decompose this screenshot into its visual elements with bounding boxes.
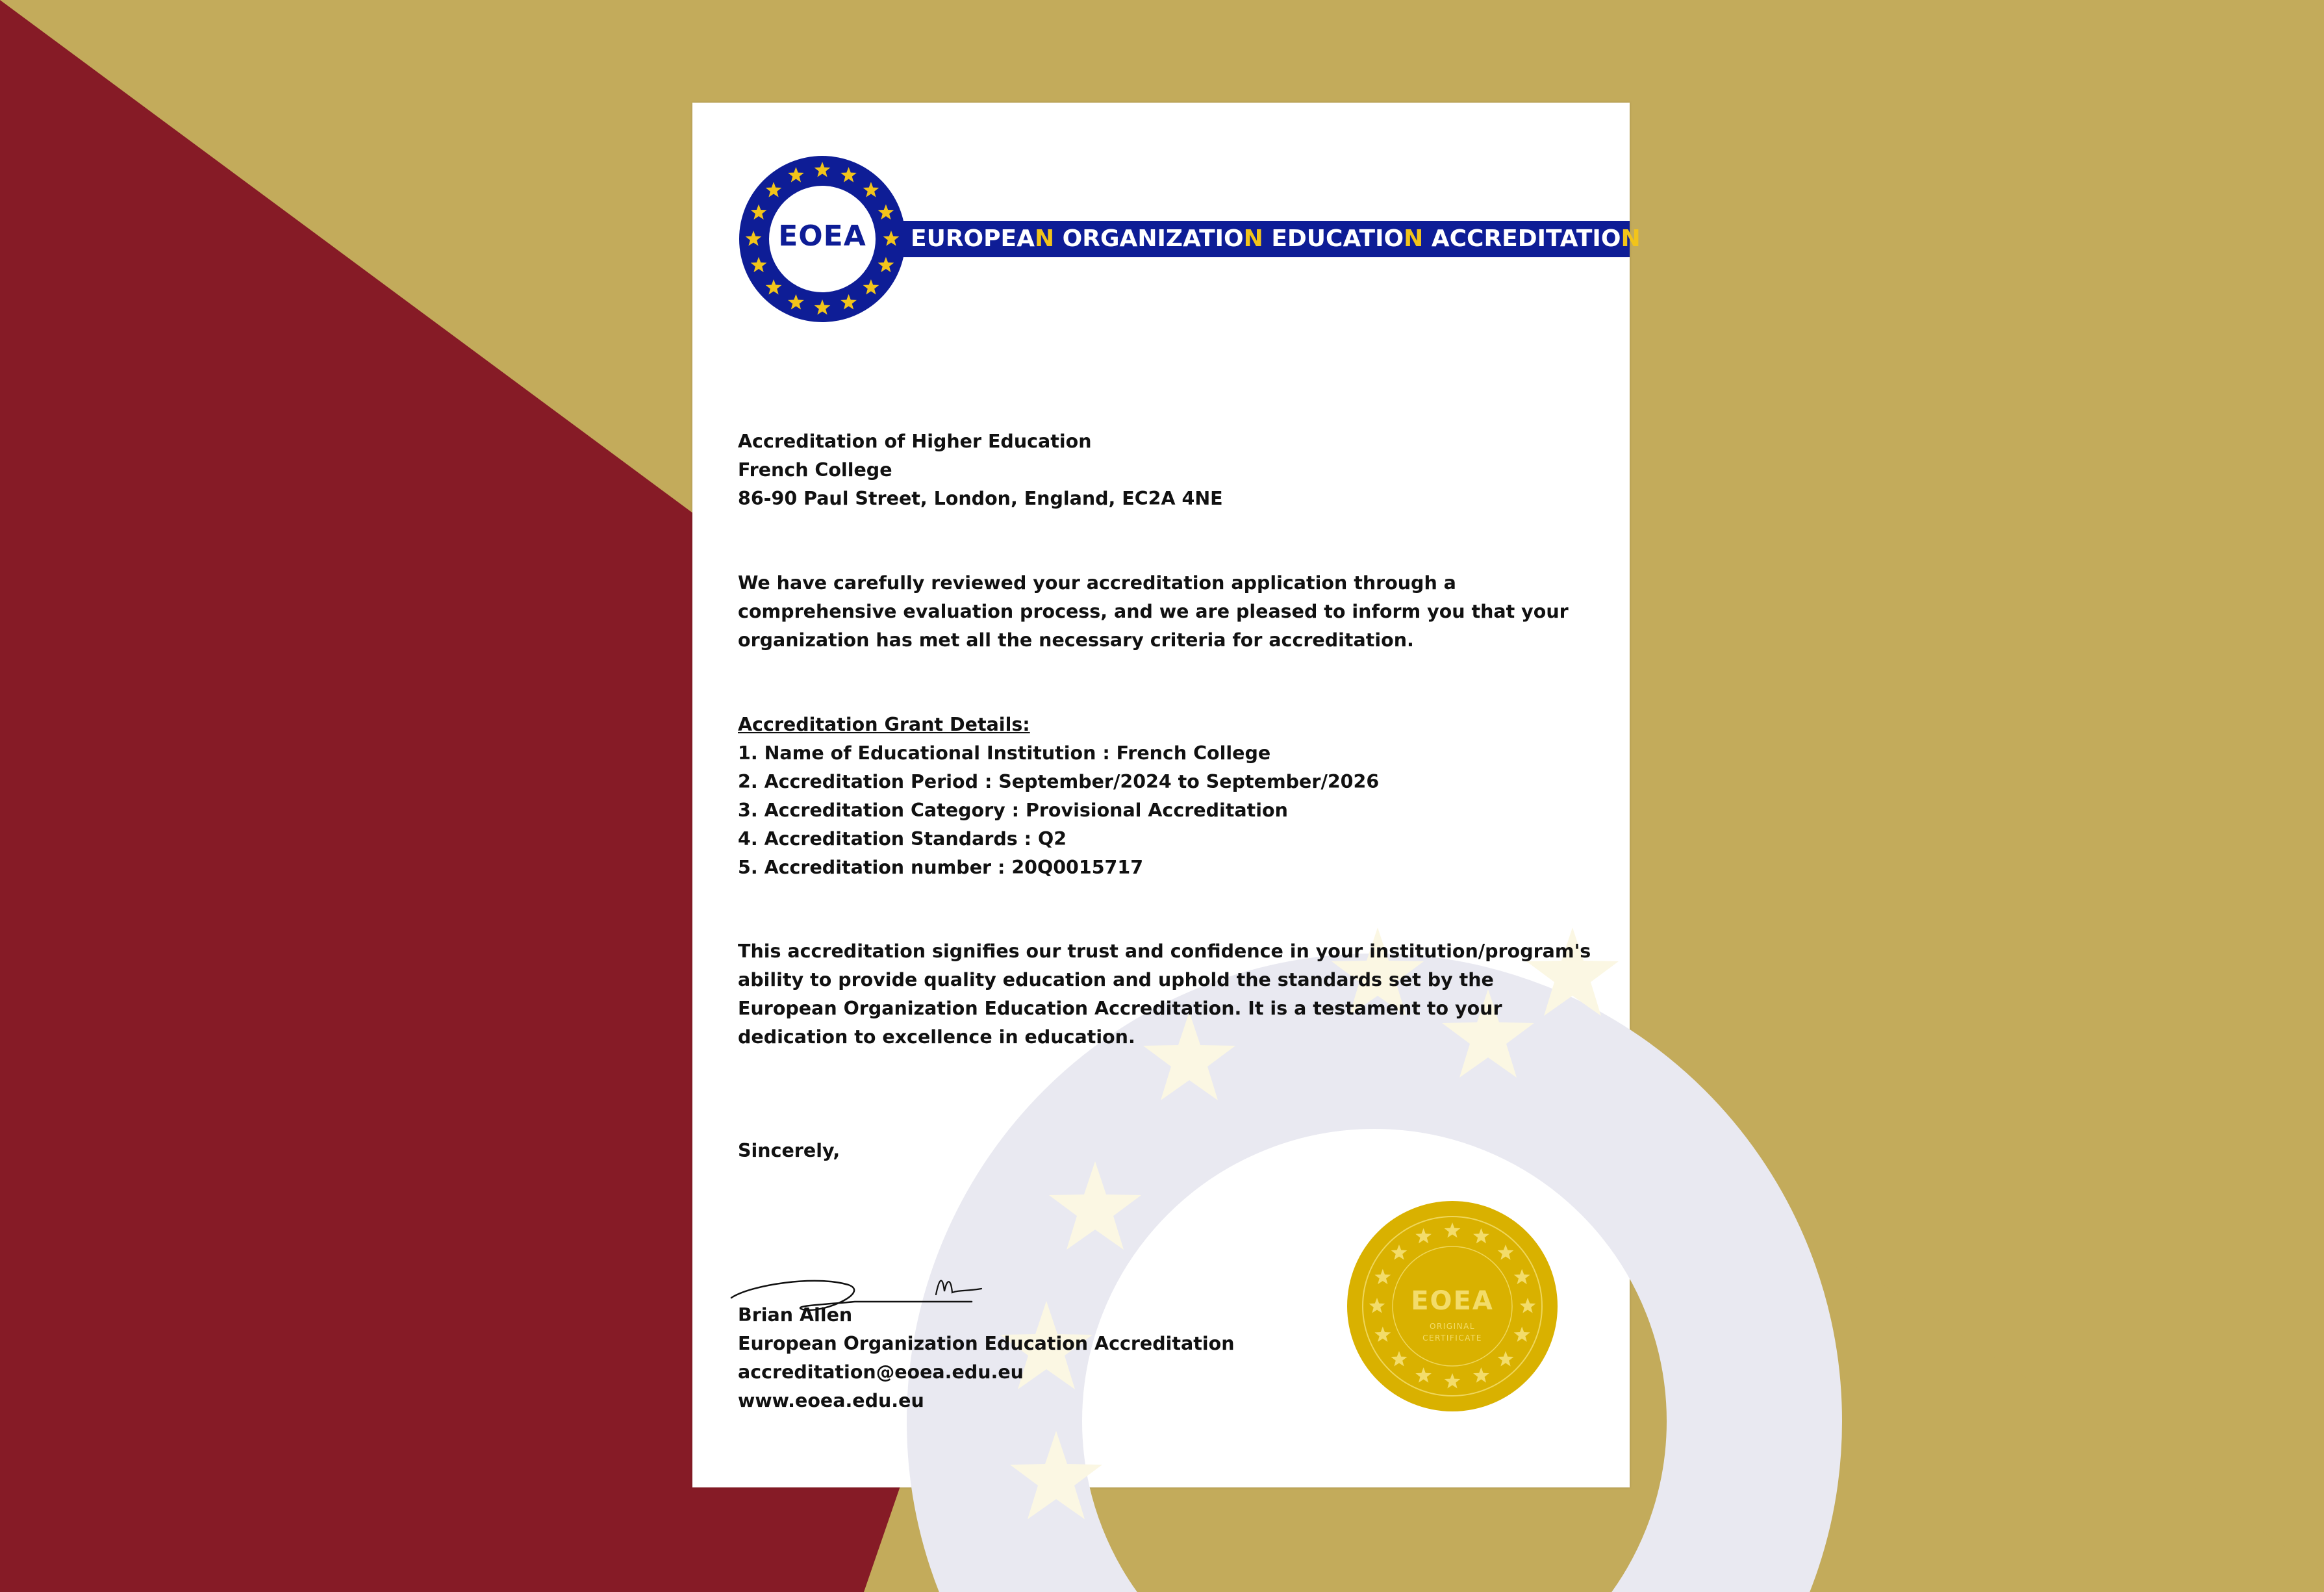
seal-text-certificate: CERTIFICATE [1422, 1333, 1482, 1343]
signatory-email: accreditation@eoea.edu.eu [738, 1361, 1024, 1383]
address-line-program: Accreditation of Higher Education [738, 431, 1092, 452]
organization-header [738, 155, 1641, 323]
organization-name-banner [887, 221, 1641, 257]
grant-details [738, 711, 1576, 882]
signature-stroke-flourish [936, 1281, 981, 1295]
signatory-organization: European Organization Education Accreditation [738, 1333, 1235, 1354]
handwritten-signature [725, 1239, 998, 1324]
seal-text-original: ORIGINAL [1429, 1322, 1476, 1331]
intro-paragraph: We have carefully reviewed your accreditation application through a comprehensive evaluation process, and we are pleased to inform you that your organization has met all the necessary criteria for accreditation. [738, 572, 1569, 651]
banner-accent-letter: N [1621, 225, 1641, 252]
banner-text-segment: EUROPEA [911, 225, 1035, 252]
grant-detail-item: 5. Accreditation number : 20Q0015717 [738, 857, 1144, 878]
grant-details-heading: Accreditation Grant Details: [738, 714, 1030, 735]
address-line-institution: French College [738, 459, 892, 481]
grant-detail-item: 1. Name of Educational Institution : French College [738, 742, 1271, 764]
gold-seal [1345, 1199, 1560, 1413]
sign-off: Sincerely, [738, 1140, 840, 1161]
address-line-street: 86-90 Paul Street, London, England, EC2A 4NE [738, 488, 1223, 509]
banner-text-segment: ACCREDITATIO [1423, 225, 1621, 252]
seal-abbreviation: EOEA [1411, 1286, 1494, 1316]
banner-accent-letter: N [1243, 225, 1263, 252]
signatory-name: Brian Allen [738, 1304, 853, 1326]
grant-detail-item: 4. Accreditation Standards : Q2 [738, 828, 1067, 850]
accreditation-letter [692, 103, 1641, 1487]
grant-detail-item: 3. Accreditation Category : Provisional Accreditation [738, 800, 1288, 821]
banner-text-segment: ORGANIZATIO [1054, 225, 1244, 252]
banner-accent-letter: N [1404, 225, 1424, 252]
signatory-website: www.eoea.edu.eu [738, 1390, 924, 1411]
banner-text-segment: EDUCATIO [1263, 225, 1404, 252]
logo-abbreviation: EOEA [778, 220, 866, 253]
recipient-address [738, 427, 1576, 513]
grant-detail-item: 2. Accreditation Period : September/2024 to September/2026 [738, 771, 1380, 792]
signature-stroke-main [731, 1281, 972, 1310]
banner-accent-letter: N [1035, 225, 1055, 252]
closing-paragraph: This accreditation signifies our trust and confidence in your institution/program's ability to provide quality education and uphold the standards set by the European Organization Education Accreditation. It is a testament to your dedication to excellence in education. [738, 941, 1591, 1048]
